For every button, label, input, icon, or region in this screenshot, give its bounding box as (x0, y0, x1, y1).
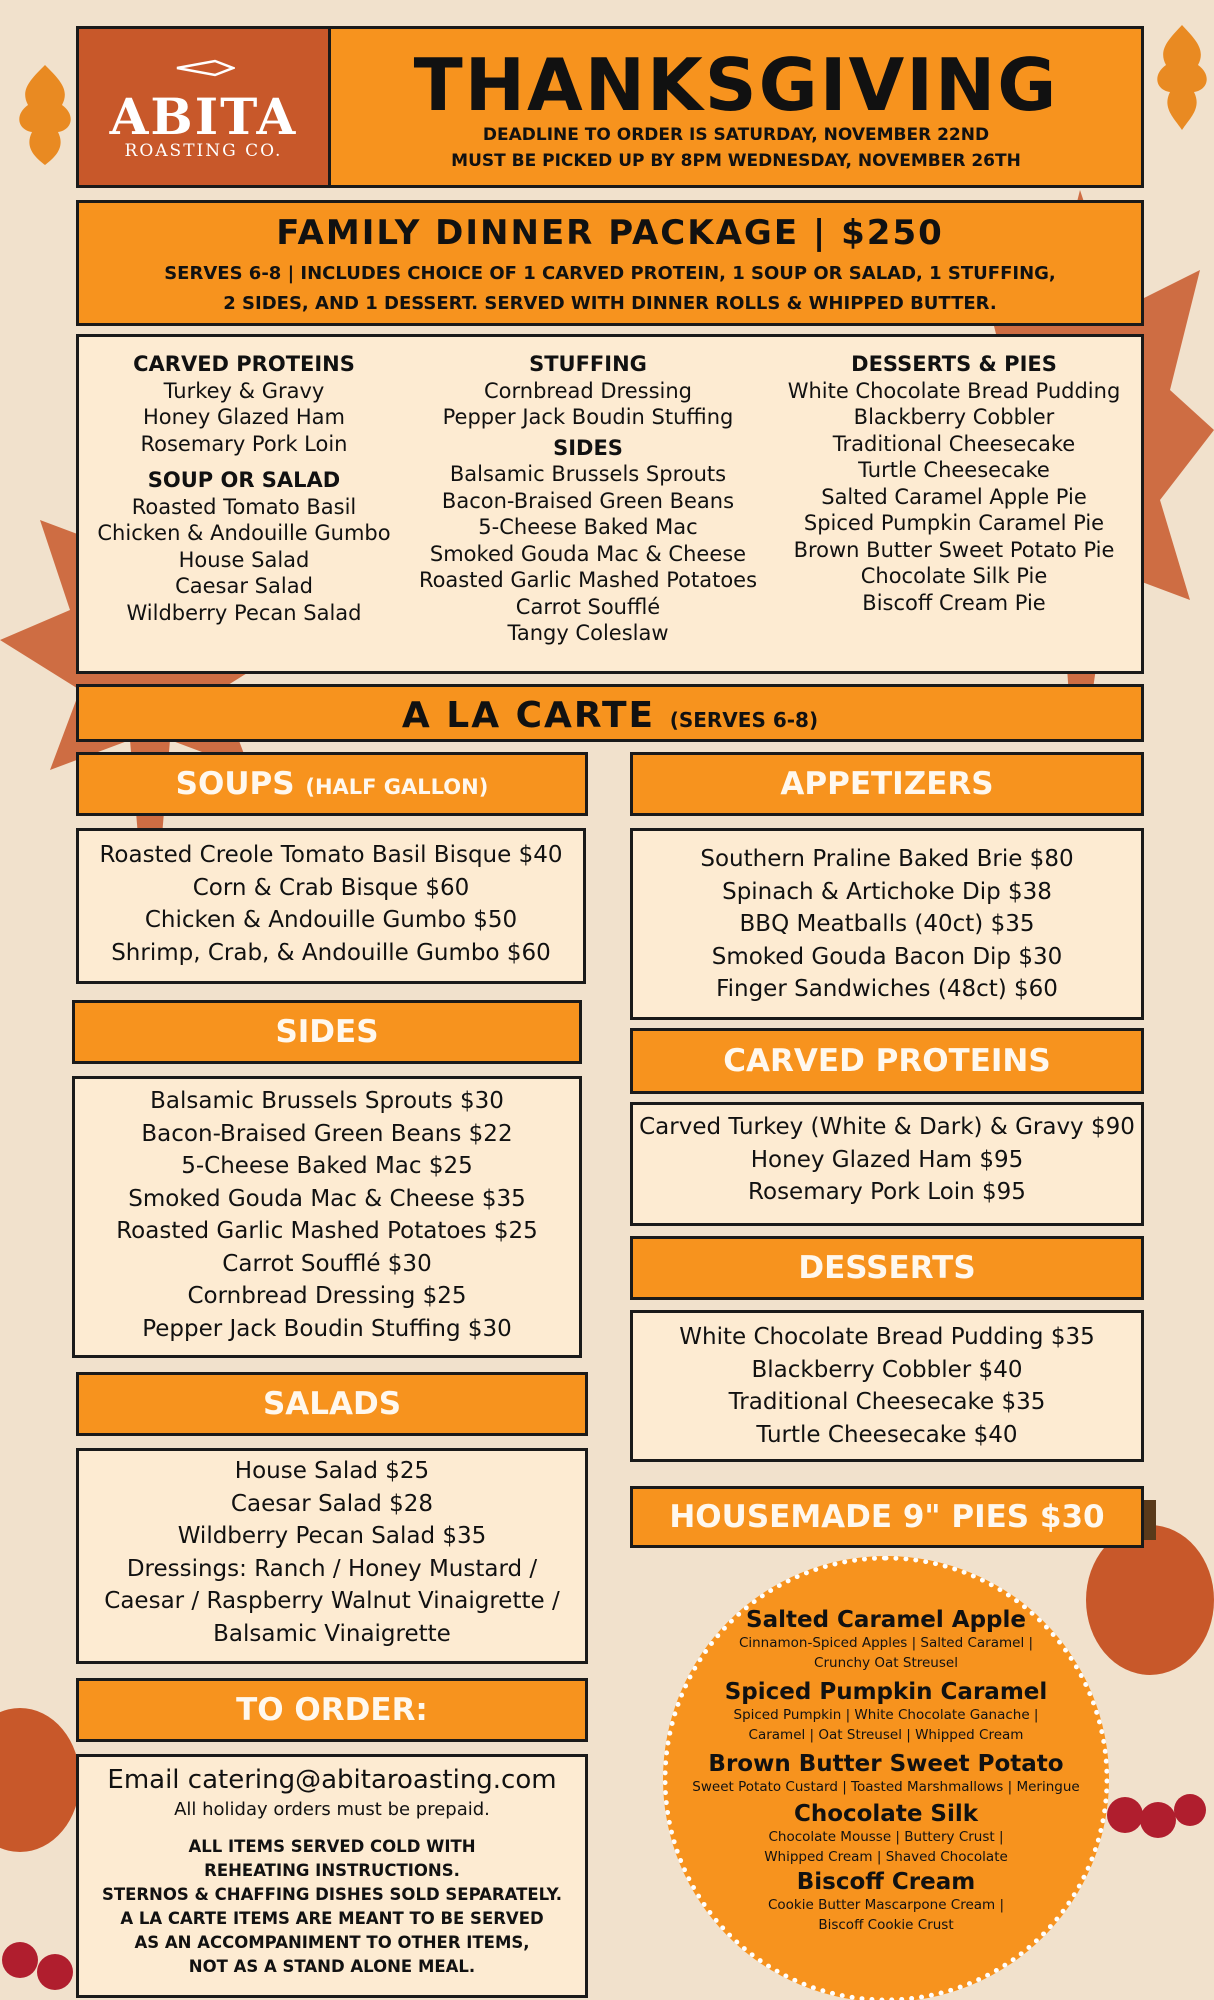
list-item: BBQ Meatballs (40ct) $35 (739, 911, 1035, 937)
to-order-heading: TO ORDER: (76, 1678, 588, 1742)
list-item: Pepper Jack Boudin Stuffing (442, 405, 734, 429)
list-item: Chocolate Silk Pie (860, 564, 1048, 588)
note-line: AS AN ACCOMPANIMENT TO OTHER ITEMS, (134, 1933, 530, 1952)
list-item: Blackberry Cobbler (853, 405, 1055, 429)
list-item: Biscoff Cream Pie (862, 590, 1046, 615)
pies-circle (663, 1556, 1109, 2000)
pie-description: Caramel | Oat Streusel | Whipped Cream (748, 1727, 1024, 1743)
header-banner (76, 26, 1144, 188)
list-item: Cornbread Dressing (483, 378, 692, 403)
list-item: White Chocolate Bread Pudding (787, 378, 1121, 403)
a-la-carte-title (79, 695, 1141, 736)
section-heading: SIDES (553, 435, 623, 460)
appetizers-list (630, 828, 1144, 1020)
berries-icon (1100, 1780, 1210, 1850)
pie-name: Salted Caramel Apple (746, 1607, 1026, 1633)
list-item: Chicken & Andouille Gumbo $50 (144, 907, 518, 933)
soups-list (76, 828, 586, 984)
dressings-line: Balsamic Vinaigrette (213, 1620, 451, 1647)
section-heading: STUFFING (529, 352, 647, 376)
desserts-heading: DESSERTS (630, 1236, 1144, 1300)
list-item: Carved Turkey (White & Dark) & Gravy $90 (639, 1114, 1135, 1140)
list-item: Traditional Cheesecake (832, 431, 1076, 456)
list-item: Bacon-Braised Green Beans $22 (141, 1120, 513, 1147)
list-item: Corn & Crab Bisque $60 (192, 874, 470, 901)
arrowhead-icon (175, 53, 235, 83)
pie-description: Biscoff Cookie Crust (818, 1917, 954, 1933)
list-item: Brown Butter Sweet Potato Pie (793, 537, 1115, 562)
list-item: 5-Cheese Baked Mac $25 (181, 1153, 473, 1179)
list-item: Spinach & Artichoke Dip $38 (722, 878, 1052, 905)
list-item: Pepper Jack Boudin Stuffing $30 (142, 1315, 512, 1342)
list-item: House Salad $25 (234, 1458, 430, 1484)
logo (79, 29, 331, 185)
note-line: STERNOS & CHAFFING DISHES SOLD SEPARATELY. (101, 1885, 563, 1904)
list-item: Carrot Soufflé $30 (222, 1250, 432, 1277)
sides-heading: SIDES (72, 1000, 582, 1064)
pie-name: Brown Butter Sweet Potato (708, 1751, 1064, 1777)
note-line: NOT AS A STAND ALONE MEAL. (188, 1957, 476, 1976)
note-line: A LA CARTE ITEMS ARE MEANT TO BE SERVED (120, 1909, 544, 1928)
list-item: Turkey & Gravy (163, 378, 325, 403)
berries-icon (0, 1930, 80, 2000)
list-item: White Chocolate Bread Pudding $35 (679, 1324, 1095, 1350)
soups-heading-text: SOUPS (175, 766, 295, 802)
a-la-carte-banner (76, 684, 1144, 742)
logo-subtitle: ROASTING CO. (124, 141, 283, 161)
list-item: Shrimp, Crab, & Andouille Gumbo $60 (111, 939, 551, 966)
list-item: Turtle Cheesecake $40 (756, 1421, 1018, 1448)
note-line: ALL ITEMS SERVED COLD WITH (188, 1837, 476, 1856)
list-item: Caesar Salad (175, 574, 313, 598)
list-item: Blackberry Cobbler $40 (751, 1356, 1023, 1383)
list-item: Roasted Tomato Basil (131, 494, 357, 519)
pie-description: Sweet Potato Custard | Toasted Marshmallows | Meringue (692, 1779, 1080, 1795)
choices-column-desserts (767, 351, 1141, 616)
section-heading: CARVED PROTEINS (133, 352, 355, 376)
family-package-description (119, 259, 1101, 319)
pumpkin-icon (0, 1680, 80, 1860)
appetizers-heading: APPETIZERS (630, 752, 1144, 816)
list-item: Rosemary Pork Loin (140, 431, 348, 456)
list-item: Balsamic Brussels Sprouts (449, 462, 727, 486)
list-item: Spiced Pumpkin Caramel Pie (803, 511, 1105, 535)
prepaid-note: All holiday orders must be prepaid. (174, 1799, 490, 1820)
pie-description: Chocolate Mousse | Buttery Crust | (768, 1829, 1004, 1845)
carved-proteins-list (630, 1102, 1144, 1226)
pie-name: Biscoff Cream (796, 1869, 976, 1895)
pickup-deadline: MUST BE PICKED UP BY 8PM WEDNESDAY, NOVEMBER 26TH (451, 151, 1021, 171)
salads-heading: SALADS (76, 1372, 588, 1436)
logo-name: ABITA (109, 87, 298, 146)
list-item: Turtle Cheesecake (858, 458, 1050, 482)
list-item: Southern Praline Baked Brie $80 (700, 846, 1074, 872)
list-item: Rosemary Pork Loin $95 (748, 1179, 1026, 1205)
choices-column-stuffing-sides (409, 351, 767, 647)
list-item: Chicken & Andouille Gumbo (97, 521, 391, 545)
soups-heading (76, 752, 588, 816)
list-item: Roasted Garlic Mashed Potatoes (418, 568, 758, 592)
oak-leaf-icon (1150, 20, 1214, 140)
list-item: Cornbread Dressing $25 (187, 1283, 467, 1309)
list-item: Finger Sandwiches (48ct) $60 (716, 976, 1058, 1002)
order-email-link[interactable]: Email catering@abitaroasting.com (107, 1765, 557, 1795)
pie-name: Chocolate Silk (793, 1801, 979, 1827)
list-item: 5-Cheese Baked Mac (478, 515, 698, 539)
pie-description: Cinnamon-Spiced Apples | Salted Caramel | (738, 1635, 1034, 1651)
list-item: Wildberry Pecan Salad (126, 600, 362, 625)
section-heading: DESSERTS & PIES (851, 352, 1057, 376)
oak-leaf-icon (10, 60, 80, 170)
list-item: Tangy Coleslaw (507, 621, 669, 645)
to-order-box (76, 1754, 588, 1998)
list-item: Traditional Cheesecake $35 (728, 1389, 1046, 1415)
pie-description: Crunchy Oat Streusel (814, 1655, 958, 1671)
family-package-banner (76, 200, 1144, 326)
order-notes (79, 1835, 585, 1979)
a-la-carte-serves: (SERVES 6-8) (669, 708, 819, 732)
carved-proteins-heading: CARVED PROTEINS (630, 1028, 1144, 1094)
list-item: Balsamic Brussels Sprouts $30 (150, 1088, 504, 1114)
dressings-line: Dressings: Ranch / Honey Mustard / (126, 1555, 538, 1582)
section-heading: SOUP OR SALAD (147, 468, 341, 492)
a-la-carte-title-text: A LA CARTE (401, 695, 656, 736)
pies-heading: HOUSEMADE 9" PIES $30 (630, 1486, 1144, 1548)
pie-description: Spiced Pumpkin | White Chocolate Ganache | (733, 1707, 1039, 1723)
sides-list (72, 1076, 582, 1358)
list-item: Caesar Salad $28 (230, 1490, 434, 1517)
list-item: Carrot Soufflé (515, 594, 661, 619)
description-line: SERVES 6-8 | INCLUDES CHOICE OF 1 CARVED PROTEIN, 1 SOUP OR SALAD, 1 STUFFING, (164, 263, 1056, 284)
list-item: Roasted Garlic Mashed Potatoes $25 (116, 1218, 538, 1244)
pie-description: Whipped Cream | Shaved Chocolate (764, 1849, 1008, 1865)
desserts-list (630, 1310, 1144, 1462)
list-item: Wildberry Pecan Salad $35 (177, 1523, 487, 1549)
list-item: Salted Caramel Apple Pie (821, 484, 1087, 509)
page-title: THANKSGIVING (413, 43, 1059, 127)
list-item: Roasted Creole Tomato Basil Bisque $40 (99, 842, 563, 868)
list-item: Bacon-Braised Green Beans (441, 488, 735, 513)
list-item: Smoked Gouda Mac & Cheese $35 (128, 1185, 526, 1212)
list-item: House Salad (178, 547, 310, 572)
list-item: Honey Glazed Ham $95 (750, 1146, 1024, 1173)
salads-list (76, 1448, 588, 1664)
list-item: Honey Glazed Ham (142, 405, 345, 429)
pie-name: Spiced Pumpkin Caramel (724, 1679, 1048, 1705)
list-item: Smoked Gouda Mac & Cheese (429, 541, 747, 566)
note-line: REHEATING INSTRUCTIONS. (204, 1861, 460, 1880)
list-item: Smoked Gouda Bacon Dip $30 (711, 943, 1063, 970)
order-deadline: DEADLINE TO ORDER IS SATURDAY, NOVEMBER 22ND (482, 125, 990, 145)
pie-description: Cookie Butter Mascarpone Cream | (767, 1897, 1005, 1913)
description-line: 2 SIDES, AND 1 DESSERT. SERVED WITH DINNER ROLLS & WHIPPED BUTTER. (223, 293, 997, 314)
family-package-choices (76, 334, 1144, 674)
soups-heading-sub: (HALF GALLON) (305, 775, 489, 799)
family-package-title: FAMILY DINNER PACKAGE | $250 (276, 213, 944, 253)
dressings-line: Caesar / Raspberry Walnut Vinaigrette / (104, 1588, 560, 1614)
choices-column-proteins-soups (79, 351, 409, 626)
